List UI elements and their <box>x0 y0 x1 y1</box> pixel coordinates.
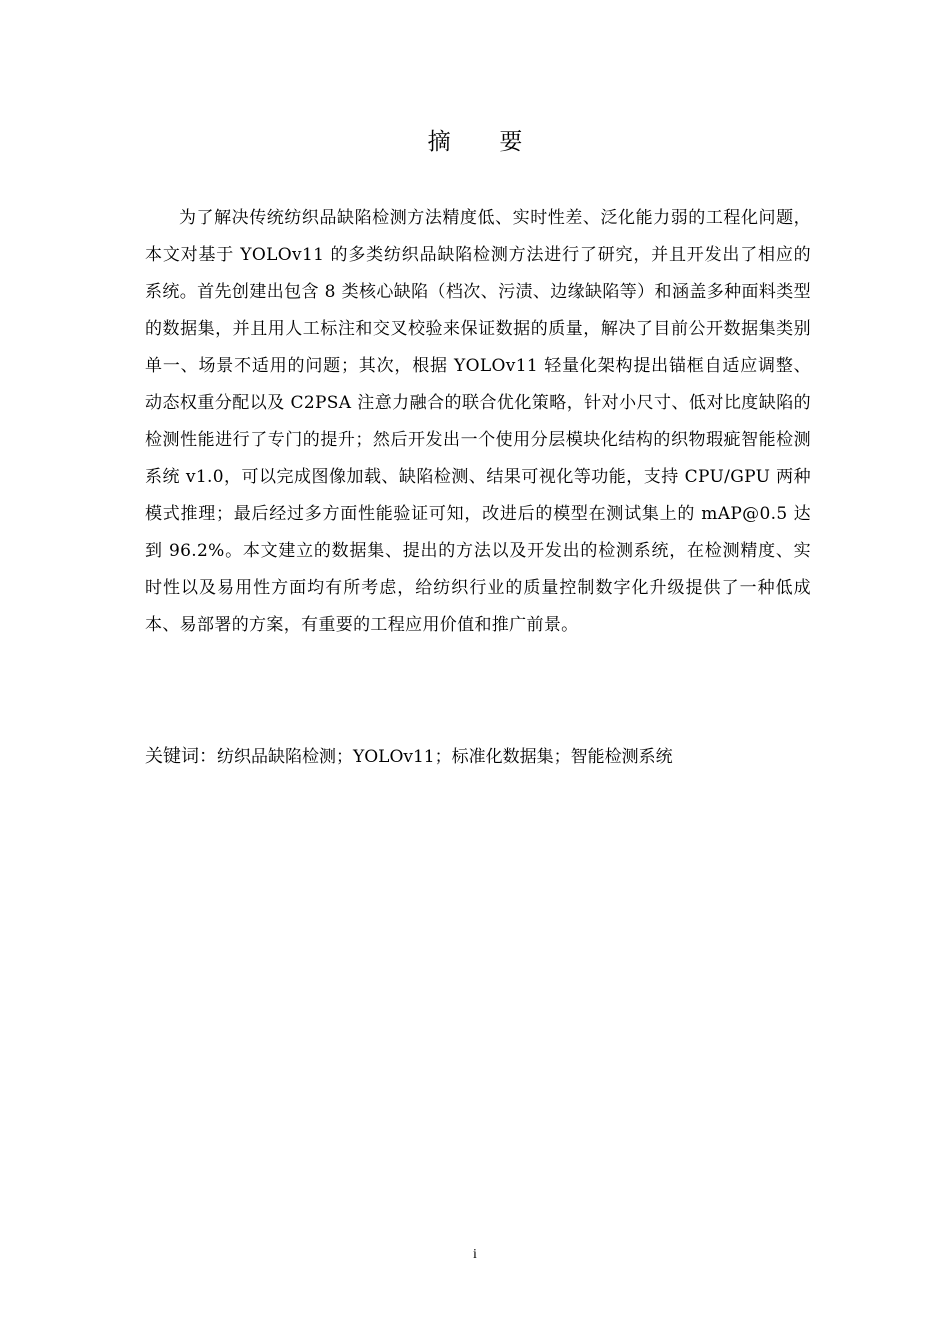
abstract-title: 摘 要 <box>427 129 544 155</box>
keywords-line <box>145 740 811 774</box>
keywords-label: 关键词： <box>145 746 217 767</box>
abstract-body: 为了解决传统纺织品缺陷检测方法精度低、实时性差、泛化能力弱的工程化问题，本文对基于 YOLOv11 的多类纺织品缺陷检测方法进行了研究，并且开发出了相应的系统。首先创建出包含 8 类核心缺陷（档次、污渍、边缘缺陷等）和涵盖多种面料类型的数据集，并且用人工标注和交叉校验来保证数据的质量，解决了目前公开数据集类别单一、场景不适用的问题；其次，根据 YOLOv11 轻量化架构提出锚框自适应调整、动态权重分配以及 C2PSA 注意力融合的联合优化策略，针对小尺寸、低对比度缺陷的检测性能进行了专门的提升；然后开发出一个使用分层模块化结构的织物瑕疵智能检测系统 v1.0，可以完成图像加载、缺陷检测、结果可视化等功能，支持 CPU/GPU 两种模式推理；最后经过多方面性能验证可知，改进后的模型在测试集上的 mAP@0.5 达到 96.2%。本文建立的数据集、提出的方法以及开发出的检测系统，在检测精度、实时性以及易用性方面均有所考虑，给纺织行业的质量控制数字化升级提供了一种低成本、易部署的方案，有重要的工程应用价值和推广前景。 <box>145 208 811 635</box>
page-number: i <box>473 1247 477 1262</box>
keywords-text: 纺织品缺陷检测；YOLOv11；标准化数据集；智能检测系统 <box>217 747 673 767</box>
